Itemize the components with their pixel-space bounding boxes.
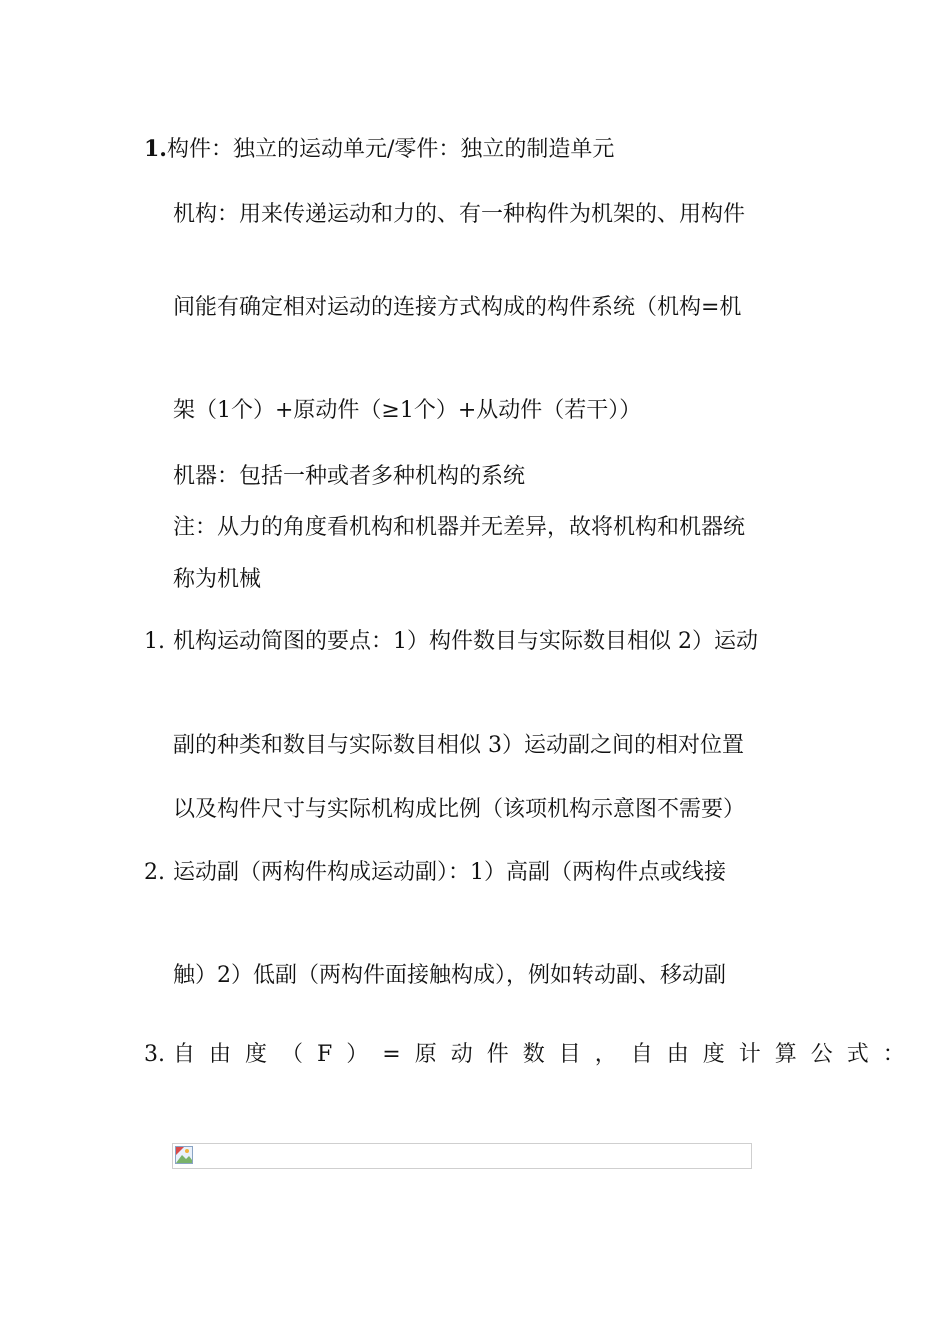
formula-image-placeholder <box>172 1143 752 1169</box>
line-1-number: 1. <box>144 136 167 162</box>
list-item-2-line-b: 触）2）低副（两构件面接触构成），例如转动副、移动副 <box>173 963 726 988</box>
list-item-1-line-a: 机构运动简图的要点：1）构件数目与实际数目相似 2）运动 <box>173 629 758 654</box>
list-item-3-number: 3. <box>144 1042 165 1067</box>
paragraph-line-1 <box>144 134 614 165</box>
list-item-2-line-a: 运动副（两构件构成运动副）：1）高副（两构件点或线接 <box>173 860 726 885</box>
list-item-1-number: 1. <box>144 629 165 654</box>
list-item-2-number: 2. <box>144 860 165 885</box>
list-item-1-line-c: 以及构件尺寸与实际机构成比例（该项机构示意图不需要） <box>173 797 746 822</box>
paragraph-line-2: 机构：用来传递运动和力的、有一种构件为机架的、用构件 <box>173 202 746 227</box>
paragraph-line-4: 架（1个）+原动件（≥1个）+从动件（若干）） <box>173 398 642 423</box>
broken-image-icon <box>175 1146 193 1164</box>
list-item-3-line-a: 自由度（F）=原动件数目，自由度计算公式： <box>173 1042 919 1067</box>
paragraph-line-6: 注：从力的角度看机构和机器并无差异，故将机构和机器统 <box>173 515 746 540</box>
list-item-1-line-b: 副的种类和数目与实际数目相似 3）运动副之间的相对位置 <box>173 733 744 758</box>
paragraph-line-3: 间能有确定相对运动的连接方式构成的构件系统（机构=机 <box>173 295 742 320</box>
paragraph-line-5: 机器：包括一种或者多种机构的系统 <box>173 464 526 489</box>
line-1-text: 构件：独立的运动单元/零件：独立的制造单元 <box>166 137 615 162</box>
paragraph-line-7: 称为机械 <box>173 567 262 592</box>
